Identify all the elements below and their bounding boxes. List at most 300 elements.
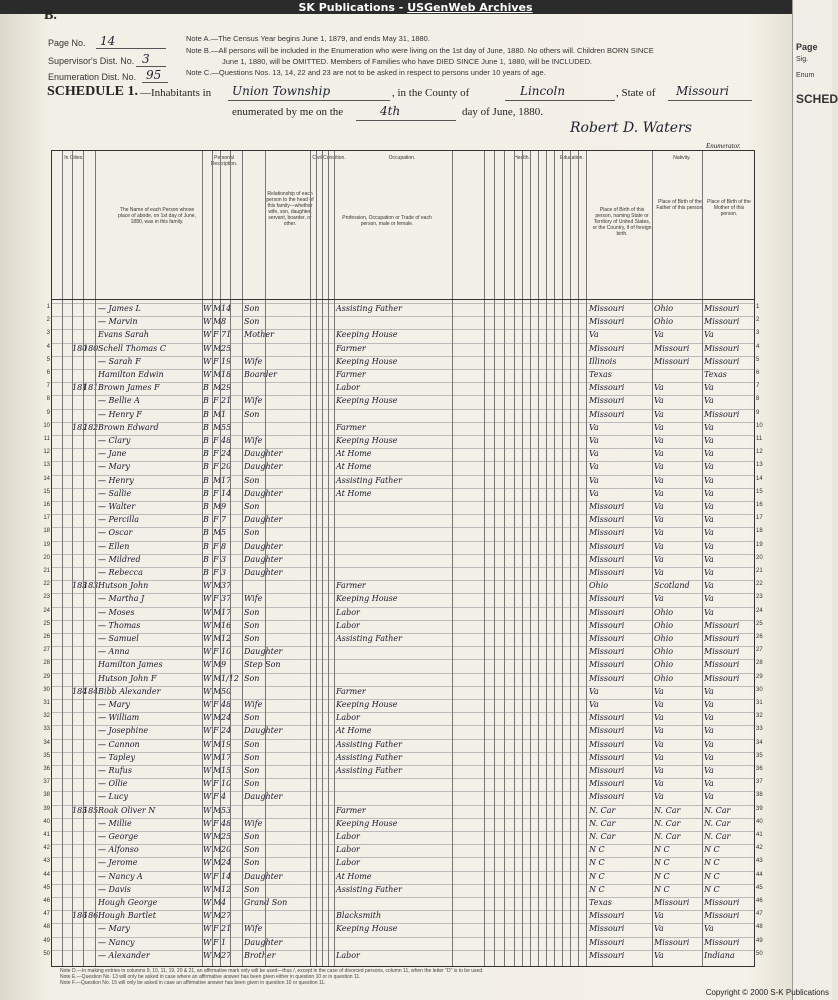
cell-sex: F xyxy=(213,779,219,789)
column-divider xyxy=(546,151,547,966)
cell-name: — Ollie xyxy=(98,779,128,789)
cell-fam: 182 xyxy=(83,422,99,432)
cell-bm: Texas xyxy=(704,370,727,379)
cell-rel: Son xyxy=(244,475,260,485)
cell-name: — Rufus xyxy=(98,766,132,775)
cell-b: Missouri xyxy=(589,779,625,789)
cell-color: B xyxy=(203,449,209,459)
cell-bf: N C xyxy=(654,871,670,881)
cell-bf: Va xyxy=(654,700,664,709)
cell-fam: 185 xyxy=(83,805,99,815)
cell-b: Missouri xyxy=(589,541,625,551)
cell-b: Va xyxy=(589,488,599,498)
cell-color: W xyxy=(203,607,212,617)
cell-color: B xyxy=(203,515,209,525)
cell-sex: F xyxy=(213,436,219,445)
cell-rel: Son xyxy=(244,858,260,868)
cell-rel: Wife xyxy=(244,818,263,828)
edge-enum: Enum xyxy=(796,72,815,79)
enumerator-signature: Robert D. Waters xyxy=(570,120,692,136)
table-row xyxy=(43,580,763,594)
row-number: 12 xyxy=(43,449,50,456)
cell-sex: F xyxy=(213,554,219,564)
table-row xyxy=(43,633,763,647)
cell-name: — Cannon xyxy=(98,739,140,749)
cell-sex: M xyxy=(213,607,222,617)
row-number: 25 xyxy=(43,620,50,627)
cell-bm: Va xyxy=(704,792,714,802)
row-number: 5 xyxy=(46,356,50,363)
row-number-right: 48 xyxy=(756,924,763,931)
note-e: Note E.—Question No. 13 will only be asked in case where an affirmative answer has been given either in question 10 or in question 11. xyxy=(60,974,361,980)
cell-occ: Labor xyxy=(336,383,360,393)
row-number: 8 xyxy=(46,396,50,403)
cell-b: Missouri xyxy=(589,924,625,934)
edge-sched: SCHED xyxy=(796,92,838,106)
cell-age: 20 xyxy=(221,845,232,855)
cell-bm: Va xyxy=(704,924,714,934)
cell-name: — Mary xyxy=(98,462,130,472)
cell-occ: Assisting Father xyxy=(336,739,402,749)
cell-color: B xyxy=(203,554,209,564)
row-number-right: 43 xyxy=(756,858,763,865)
cell-bf: Ohio xyxy=(654,317,674,327)
cell-age: 29 xyxy=(221,383,232,393)
column-divider xyxy=(322,151,323,966)
cell-occ: Labor xyxy=(336,845,360,855)
row-number: 19 xyxy=(43,541,50,548)
row-number-right: 19 xyxy=(756,541,763,548)
hdr-nativity: Nativity. xyxy=(673,155,691,161)
hdr-name: The Name of each Person whose place of abode, on 1st day of June, 1880, was in this family. xyxy=(118,207,196,225)
cell-bm: N C xyxy=(704,871,720,881)
hdr-education: Education. xyxy=(560,155,584,161)
cell-name: — Sarah F xyxy=(98,356,141,366)
page-no-label: Page No. xyxy=(48,38,86,48)
cell-color: W xyxy=(203,304,212,313)
row-number-right: 24 xyxy=(756,607,763,614)
edge-page: Page xyxy=(796,42,818,52)
row-number-right: 32 xyxy=(756,713,763,720)
cell-bf: Ohio xyxy=(654,634,674,643)
cell-occ: Farmer xyxy=(336,422,366,432)
row-number: 36 xyxy=(43,766,50,772)
row-number-right: 5 xyxy=(756,356,760,363)
column-divider xyxy=(586,151,587,966)
cell-occ: Assisting Father xyxy=(336,634,402,643)
cell-color: W xyxy=(203,594,212,604)
cell-occ: Labor xyxy=(336,950,360,960)
cell-bf: Va xyxy=(654,396,664,406)
table-row xyxy=(43,607,763,621)
cell-bm: Missouri xyxy=(704,634,740,643)
cell-bf: Missouri xyxy=(654,356,690,366)
cell-sex: M xyxy=(213,660,222,670)
cell-color: W xyxy=(203,370,212,379)
cell-color: B xyxy=(203,475,209,485)
column-divider xyxy=(220,151,221,966)
row-number-right: 36 xyxy=(756,766,763,772)
cell-sex: F xyxy=(213,726,219,736)
cell-sex: M xyxy=(213,634,222,643)
hdr-birth-person: Place of Birth of this person, naming State or Territory of United States, or the Country, if of foreign birth. xyxy=(592,207,652,237)
cell-age: 14 xyxy=(221,871,232,881)
cell-bf: Scotland xyxy=(654,581,690,591)
cell-name: Brown Edward xyxy=(98,422,159,432)
cell-bm: Va xyxy=(704,330,714,340)
cell-color: W xyxy=(203,884,212,894)
cell-rel: Brother xyxy=(244,950,276,960)
cell-age: 12 xyxy=(221,634,232,643)
cell-bf: Va xyxy=(654,739,664,749)
cell-bf: Va xyxy=(654,475,664,485)
row-number-right: 44 xyxy=(756,871,763,878)
cell-occ: At Home xyxy=(336,871,372,881)
cell-sex: M xyxy=(213,370,222,379)
cell-sex: F xyxy=(213,700,219,709)
enumerated-label: enumerated by me on the xyxy=(232,106,344,118)
cell-color: W xyxy=(203,871,212,881)
row-number-right: 4 xyxy=(756,343,760,350)
cell-name: — Henry xyxy=(98,475,134,485)
table-row xyxy=(43,725,763,739)
cell-age: 37 xyxy=(221,581,232,591)
row-number: 46 xyxy=(43,898,50,904)
cell-color: W xyxy=(203,832,212,841)
cell-rel: Son xyxy=(244,607,260,617)
cell-b: Va xyxy=(589,422,599,432)
cell-bf: Ohio xyxy=(654,673,674,683)
adjacent-page-edge xyxy=(792,0,838,1000)
column-divider xyxy=(494,151,495,966)
cell-rel: Wife xyxy=(244,356,263,366)
cell-bf: Va xyxy=(654,541,664,551)
cell-color: B xyxy=(203,528,209,538)
cell-occ: Keeping House xyxy=(336,436,398,445)
cell-sex: M xyxy=(213,766,222,775)
column-divider xyxy=(95,151,96,966)
column-divider xyxy=(212,151,213,966)
row-number-right: 23 xyxy=(756,594,763,601)
cell-dw: 186 xyxy=(72,911,88,921)
cell-bf: Missouri xyxy=(654,343,690,353)
row-number: 29 xyxy=(43,673,50,680)
table-row xyxy=(43,686,763,700)
cell-bf: Va xyxy=(654,462,664,472)
table-row xyxy=(43,937,763,951)
cell-rel: Daughter xyxy=(244,871,283,881)
row-number-right: 30 xyxy=(756,686,763,693)
cell-name: — Percilla xyxy=(98,515,140,525)
cell-age: 37 xyxy=(221,594,232,604)
table-row xyxy=(43,739,763,753)
row-number: 20 xyxy=(43,554,50,561)
cell-name: — Henry F xyxy=(98,409,142,419)
hdr-personal: Personal Description. xyxy=(210,155,238,167)
cell-name: Hutson John xyxy=(98,581,149,591)
table-row xyxy=(43,923,763,937)
column-divider xyxy=(452,151,453,966)
cell-age: 8 xyxy=(221,317,227,327)
cell-rel: Wife xyxy=(244,594,263,604)
row-number: 33 xyxy=(43,726,50,733)
cell-age: 3 xyxy=(221,554,227,564)
table-row xyxy=(43,475,763,489)
row-number-right: 33 xyxy=(756,726,763,733)
cell-b: Missouri xyxy=(589,792,625,802)
cell-b: Missouri xyxy=(589,409,625,419)
cell-occ: Assisting Father xyxy=(336,475,402,485)
cell-bf: N. Car xyxy=(654,818,681,828)
column-divider xyxy=(652,151,653,966)
cell-occ: Assisting Father xyxy=(336,304,402,313)
cell-sex: M xyxy=(213,713,222,723)
cell-bm: N C xyxy=(704,858,720,868)
cell-age: 53 xyxy=(221,805,232,815)
cell-bf: Va xyxy=(654,594,664,604)
row-number: 30 xyxy=(43,686,50,693)
table-row xyxy=(43,844,763,858)
cell-age: 55 xyxy=(221,422,232,432)
hdr-relationship: Relationship of each person to the head of this family—whether wife, son, daughter, servant, boarder, or other. xyxy=(266,191,314,227)
cell-rel: Son xyxy=(244,832,260,841)
table-row xyxy=(43,752,763,766)
cell-bf: N. Car xyxy=(654,805,681,815)
cell-b: Missouri xyxy=(589,528,625,538)
cell-name: Bibb Alexander xyxy=(98,686,161,696)
cell-b: N. Car xyxy=(589,818,616,828)
cell-occ: At Home xyxy=(336,726,372,736)
row-number: 47 xyxy=(43,911,50,918)
cell-sex: M xyxy=(213,383,222,393)
cell-age: 71 xyxy=(221,330,232,340)
cell-fam: 180 xyxy=(83,343,99,353)
cell-bm: Missouri xyxy=(704,673,740,683)
cell-b: Missouri xyxy=(589,937,625,947)
cell-bm: Va xyxy=(704,449,714,459)
cell-bm: N. Car xyxy=(704,818,731,828)
row-number-right: 50 xyxy=(756,950,763,957)
row-number: 44 xyxy=(43,871,50,878)
row-number: 14 xyxy=(43,475,50,482)
cell-b: Va xyxy=(589,686,599,696)
cell-occ: At Home xyxy=(336,449,372,459)
cell-bm: Va xyxy=(704,383,714,393)
cell-age: 5 xyxy=(221,528,227,538)
hdr-in-cities: In Cities. xyxy=(64,155,84,161)
cell-name: Hough George xyxy=(98,898,158,907)
cell-bm: Va xyxy=(704,739,714,749)
row-number: 41 xyxy=(43,832,50,838)
cell-b: Ohio xyxy=(589,581,609,591)
row-number-right: 10 xyxy=(756,422,763,429)
cell-b: Missouri xyxy=(589,515,625,525)
row-number: 50 xyxy=(43,950,50,957)
cell-rel: Daughter xyxy=(244,462,283,472)
cell-bf: Va xyxy=(654,924,664,934)
column-divider xyxy=(230,151,231,966)
cell-color: W xyxy=(203,713,212,723)
cell-fam: 184 xyxy=(83,686,99,696)
cell-age: 1 xyxy=(221,409,227,419)
cell-b: N. Car xyxy=(589,805,616,815)
supervisor-value: 3 xyxy=(142,52,150,66)
cell-sex: M xyxy=(213,581,222,591)
column-divider xyxy=(83,151,84,966)
row-number-right: 37 xyxy=(756,779,763,786)
row-number-right: 18 xyxy=(756,528,763,535)
cell-name: — Sallie xyxy=(98,488,132,498)
row-number-right: 7 xyxy=(756,383,760,390)
table-row xyxy=(43,857,763,871)
cell-age: 25 xyxy=(221,832,232,841)
table-row xyxy=(43,646,763,660)
cell-occ: Labor xyxy=(336,620,360,630)
cell-age: 24 xyxy=(221,449,232,459)
cell-age: 19 xyxy=(221,739,232,749)
row-number-right: 39 xyxy=(756,805,763,812)
cell-bm: Va xyxy=(704,436,714,445)
sheet-letter: B. xyxy=(44,8,57,23)
cell-bf: Va xyxy=(654,436,664,445)
cell-sex: F xyxy=(213,594,219,604)
cell-dw: 185 xyxy=(72,805,88,815)
cell-name: — Nancy xyxy=(98,937,135,947)
cell-sex: M xyxy=(213,422,222,432)
cell-occ: Assisting Father xyxy=(336,884,402,894)
row-number-right: 15 xyxy=(756,488,763,495)
cell-name: — William xyxy=(98,713,140,723)
table-row xyxy=(46,329,760,343)
cell-rel: Daughter xyxy=(244,515,283,525)
cell-occ: Keeping House xyxy=(336,818,398,828)
cell-b: Missouri xyxy=(589,568,625,577)
row-number: 34 xyxy=(43,739,50,746)
cell-name: — Bellie A xyxy=(98,396,140,406)
cell-sex: M xyxy=(213,304,222,313)
cell-age: 24 xyxy=(221,726,232,736)
county-value: Lincoln xyxy=(520,84,566,98)
cell-bm: Va xyxy=(704,581,714,591)
row-number-right: 26 xyxy=(756,634,763,640)
cell-color: W xyxy=(203,818,212,828)
row-number: 49 xyxy=(43,937,50,944)
row-number: 23 xyxy=(43,594,50,601)
cell-bf: Va xyxy=(654,330,664,340)
cell-name: Schell Thomas C xyxy=(98,343,166,353)
table-row xyxy=(43,659,763,673)
cell-color: B xyxy=(203,396,209,406)
column-divider xyxy=(62,151,63,966)
cell-sex: F xyxy=(213,818,219,828)
hdr-birth-father: Place of Birth of the Father of this person. xyxy=(656,199,704,211)
column-divider xyxy=(522,151,523,966)
cell-bf: Va xyxy=(654,713,664,723)
table-row xyxy=(43,805,763,819)
cell-bf: Va xyxy=(654,752,664,762)
cell-b: Texas xyxy=(589,898,612,907)
row-number: 6 xyxy=(46,370,50,376)
cell-name: Hamilton Edwin xyxy=(98,370,164,379)
hdr-birth-mother: Place of Birth of the Mother of this person. xyxy=(707,199,751,217)
cell-age: 1 xyxy=(221,937,227,947)
cell-bf: Ohio xyxy=(654,620,674,630)
cell-rel: Mother xyxy=(244,330,274,340)
note-f: Note F.—Question No. 15 will only be asked in case an affirmative answer has been given in question 10 or question 11. xyxy=(60,980,326,986)
cell-b: Missouri xyxy=(589,502,625,511)
hdr-profession: Profession, Occupation or Trade of each person, male or female. xyxy=(342,215,432,227)
column-divider xyxy=(265,151,266,966)
cell-b: N C xyxy=(589,871,605,881)
cell-occ: Farmer xyxy=(336,343,366,353)
cell-age: 9 xyxy=(221,660,227,670)
cell-dw: 180 xyxy=(72,343,88,353)
table-row xyxy=(43,673,763,687)
cell-bf: Va xyxy=(654,792,664,802)
cell-color: W xyxy=(203,937,212,947)
cell-color: W xyxy=(203,673,212,683)
row-number: 16 xyxy=(43,502,50,508)
cell-rel: Son xyxy=(244,528,260,538)
row-number-right: 9 xyxy=(756,409,760,416)
cell-occ: Keeping House xyxy=(336,594,398,604)
cell-name: — Marvin xyxy=(98,317,138,327)
cell-name: — Mildred xyxy=(98,554,141,564)
cell-name: — Walter xyxy=(98,502,136,511)
cell-color: B xyxy=(203,383,209,393)
cell-age: 4 xyxy=(221,792,227,802)
cell-b: Missouri xyxy=(589,396,625,406)
cell-occ: Assisting Father xyxy=(336,766,402,775)
cell-rel: Daughter xyxy=(244,554,283,564)
cell-sex: M xyxy=(213,317,222,327)
cell-dw: 182 xyxy=(72,422,88,432)
cell-bm: Va xyxy=(704,686,714,696)
cell-bm: Missouri xyxy=(704,647,740,657)
cell-sex: M xyxy=(213,845,222,855)
cell-bf: Ohio xyxy=(654,647,674,657)
cell-sex: M xyxy=(213,475,222,485)
cell-bm: Va xyxy=(704,488,714,498)
row-number: 17 xyxy=(43,515,50,522)
cell-color: W xyxy=(203,805,212,815)
table-row xyxy=(43,435,763,449)
cell-color: W xyxy=(203,343,212,353)
table-row xyxy=(46,356,760,370)
table-row xyxy=(43,765,763,779)
cell-b: N C xyxy=(589,884,605,894)
row-number-right: 41 xyxy=(756,832,763,838)
cell-b: Missouri xyxy=(589,673,625,683)
cell-name: — James L xyxy=(98,304,141,313)
cell-occ: Keeping House xyxy=(336,396,398,406)
column-divider xyxy=(530,151,531,966)
cell-rel: Daughter xyxy=(244,792,283,802)
cell-b: N C xyxy=(589,845,605,855)
table-row xyxy=(46,343,760,357)
table-row xyxy=(43,527,763,541)
column-divider xyxy=(310,151,311,966)
cell-age: 27 xyxy=(221,911,232,921)
cell-occ: Keeping House xyxy=(336,330,398,340)
cell-age: 25 xyxy=(221,343,232,353)
row-number-right: 31 xyxy=(756,700,763,706)
cell-b: Missouri xyxy=(589,304,625,313)
cell-name: — Moses xyxy=(98,607,135,617)
cell-b: Missouri xyxy=(589,607,625,617)
row-number: 45 xyxy=(43,884,50,891)
cell-bm: N. Car xyxy=(704,832,731,841)
